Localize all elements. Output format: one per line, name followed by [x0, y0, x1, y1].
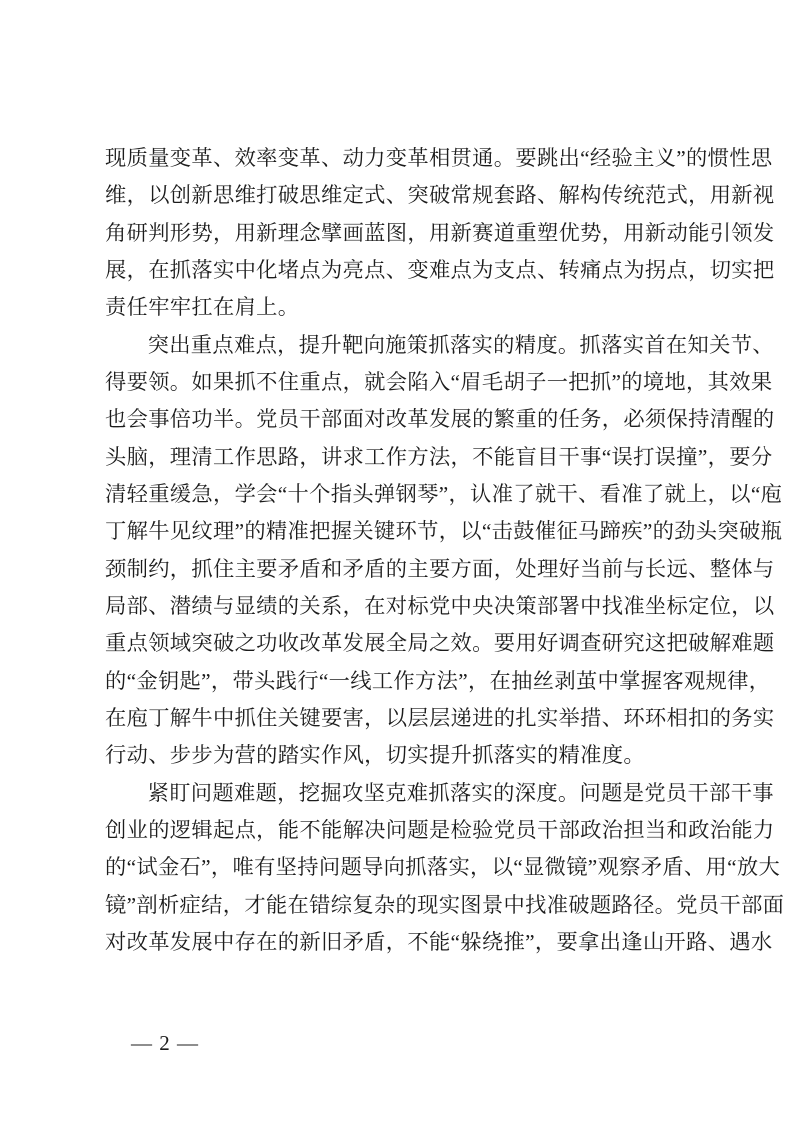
text-line: 责任牢牢扛在肩上。: [105, 295, 300, 320]
text-line: 角研判形势，用新理念擘画蓝图，用新赛道重塑优势，用新动能引领发: [105, 220, 775, 245]
text-line: 丁解牛见纹理”的精准把握关键环节，以“击鼓催征马蹄疾”的劲头突破瓶: [105, 519, 783, 544]
page-number: — 2 —: [131, 1031, 199, 1055]
text-line: 对改革发展中存在的新旧矛盾，不能“躲绕推”，要拿出逢山开路、遇水: [105, 929, 773, 954]
text-line: 在庖丁解牛中抓住关键要害，以层层递进的扎实举措、环环相扣的务实: [105, 705, 775, 730]
text-line: 突出重点难点，提升靶向施策抓落实的精度。抓落实首在知关节、: [147, 332, 774, 357]
text-line: 现质量变革、效率变革、动力变革相贯通。要跳出“经验主义”的惯性思: [105, 146, 773, 170]
text-line: 镜”剖析症结，才能在错综复杂的现实图景中找准破题路径。党员干部面: [105, 892, 785, 917]
document-body: [105, 140, 785, 961]
text-line: 颈制约，抓住主要矛盾和矛盾的主要方面，处理好当前与长远、整体与: [105, 556, 775, 581]
text-line: 也会事倍功半。党员干部面对改革发展的繁重的任务，必须保持清醒的: [105, 407, 775, 432]
text-line: 头脑，理清工作思路，讲求工作方法，不能盲目干事“误打误撞”，要分: [105, 444, 773, 469]
text-line: 的“试金石”，唯有坚持问题导向抓落实，以“显微镜”观察矛盾、用“放大: [105, 855, 781, 880]
text-line: 的“金钥匙”，带头践行“一线工作方法”，在抽丝剥茧中掌握客观规律，: [105, 668, 771, 693]
text-line: 得要领。如果抓不住重点，就会陷入“眉毛胡子一把抓”的境地，其效果: [105, 369, 773, 394]
text-line: 展，在抓落实中化堵点为亮点、变难点为支点、转痛点为拐点，切实把: [105, 257, 775, 282]
text-line: 创业的逻辑起点，能不能解决问题是检验党员干部政治担当和政治能力: [105, 817, 775, 842]
text-line: 重点领域突破之功收改革发展全局之效。要用好调查研究这把破解难题: [105, 631, 775, 656]
text-line: 清轻重缓急，学会“十个指头弹钢琴”，认准了就干、看准了就上，以“庖: [105, 481, 783, 506]
text-line: 紧盯问题难题，挖掘攻坚克难抓落实的深度。问题是党员干部干事: [147, 780, 774, 805]
text-line: 局部、潜绩与显绩的关系，在对标党中央决策部署中找准坐标定位，以: [105, 593, 775, 618]
text-line: 行动、步步为营的踏实作风，切实提升抓落实的精准度。: [105, 743, 645, 768]
text-line: 维，以创新思维打破思维定式、突破常规套路、解构传统范式，用新视: [105, 183, 775, 208]
